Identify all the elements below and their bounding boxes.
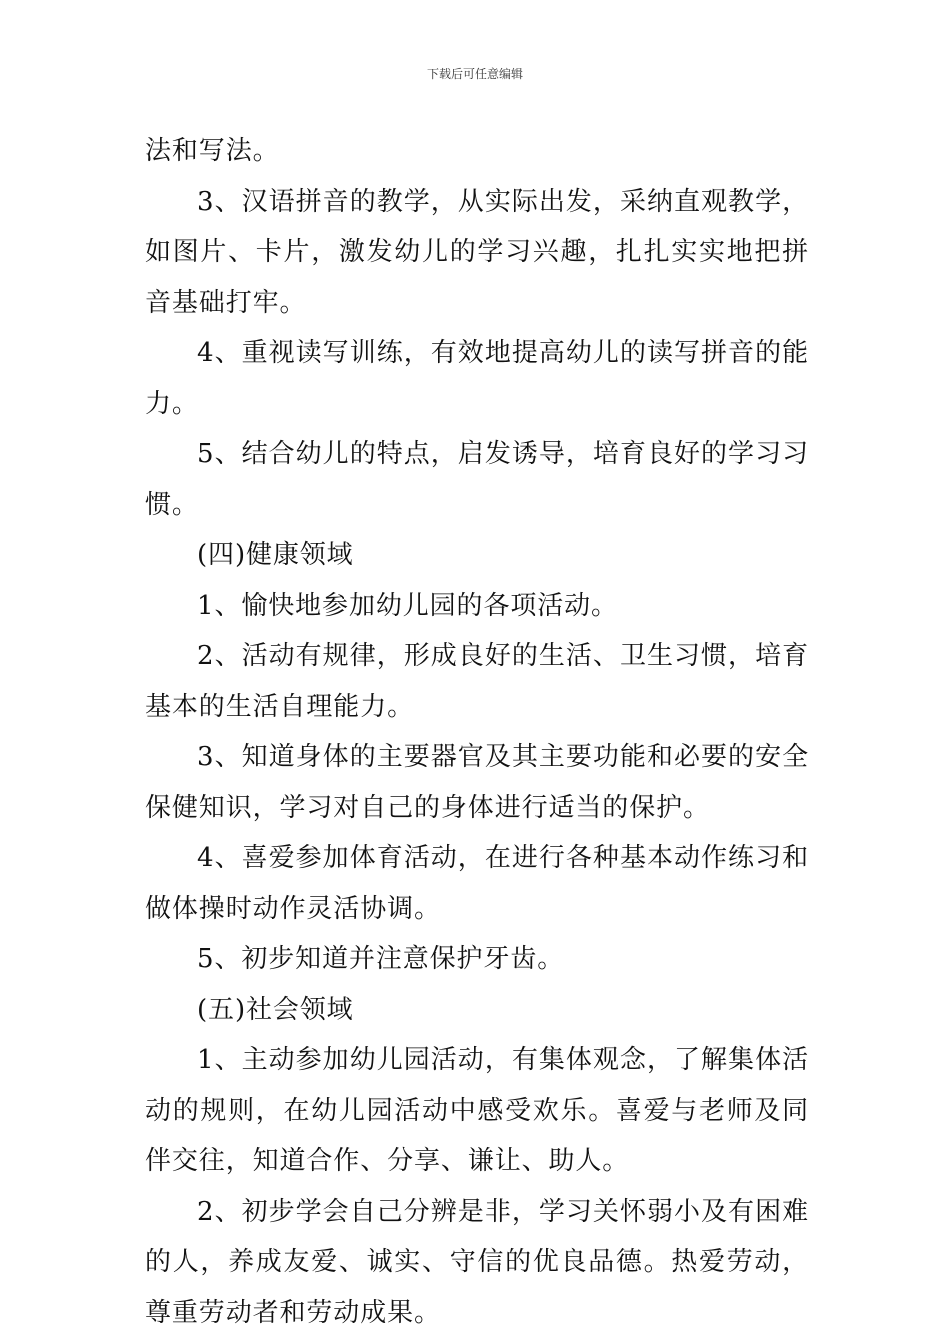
- document-body: [145, 126, 809, 1338]
- paragraph-learning-habits: 5、结合幼儿的特点，启发诱导，培育良好的学习习惯。: [145, 439, 809, 520]
- page-header-note: 下载后可任意编辑: [426, 67, 523, 81]
- paragraph-social-1: 1、主动参加幼儿园活动，有集体观念，了解集体活动的规则，在幼儿园活动中感受欢乐。喜爱与老师及同伴交往，知道合作、分享、谦让、助人。: [145, 1045, 809, 1176]
- paragraph-continuation: 法和写法。: [145, 136, 280, 166]
- paragraph-health-3: 3、知道身体的主要器官及其主要功能和必要的安全保健知识，学习对自己的身体进行适当的保护。: [145, 742, 809, 823]
- section-heading-social: (五)社会领域: [197, 994, 354, 1025]
- paragraph-reading-writing: 4、重视读写训练，有效地提高幼儿的读写拼音的能力。: [145, 338, 809, 419]
- paragraph-pinyin-teaching: 3、汉语拼音的教学，从实际出发，采纳直观教学，如图片、卡片，激发幼儿的学习兴趣，扎扎实实地把拼音基础打牢。: [145, 186, 809, 318]
- paragraph-health-5: 5、初步知道并注意保护牙齿。: [197, 944, 565, 974]
- paragraph-social-2: 2、初步学会自己分辨是非，学习关怀弱小及有困难的人，养成友爱、诚实、守信的优良品德。热爱劳动，尊重劳动者和劳动成果。: [145, 1196, 809, 1328]
- paragraph-health-4: 4、喜爱参加体育活动，在进行各种基本动作练习和做体操时动作灵活协调。: [145, 843, 809, 924]
- paragraph-health-2: 2、活动有规律，形成良好的生活、卫生习惯，培育基本的生活自理能力。: [145, 641, 809, 722]
- paragraph-health-1: 1、愉快地参加幼儿园的各项活动。: [197, 590, 618, 621]
- section-heading-health: (四)健康领域: [197, 540, 354, 570]
